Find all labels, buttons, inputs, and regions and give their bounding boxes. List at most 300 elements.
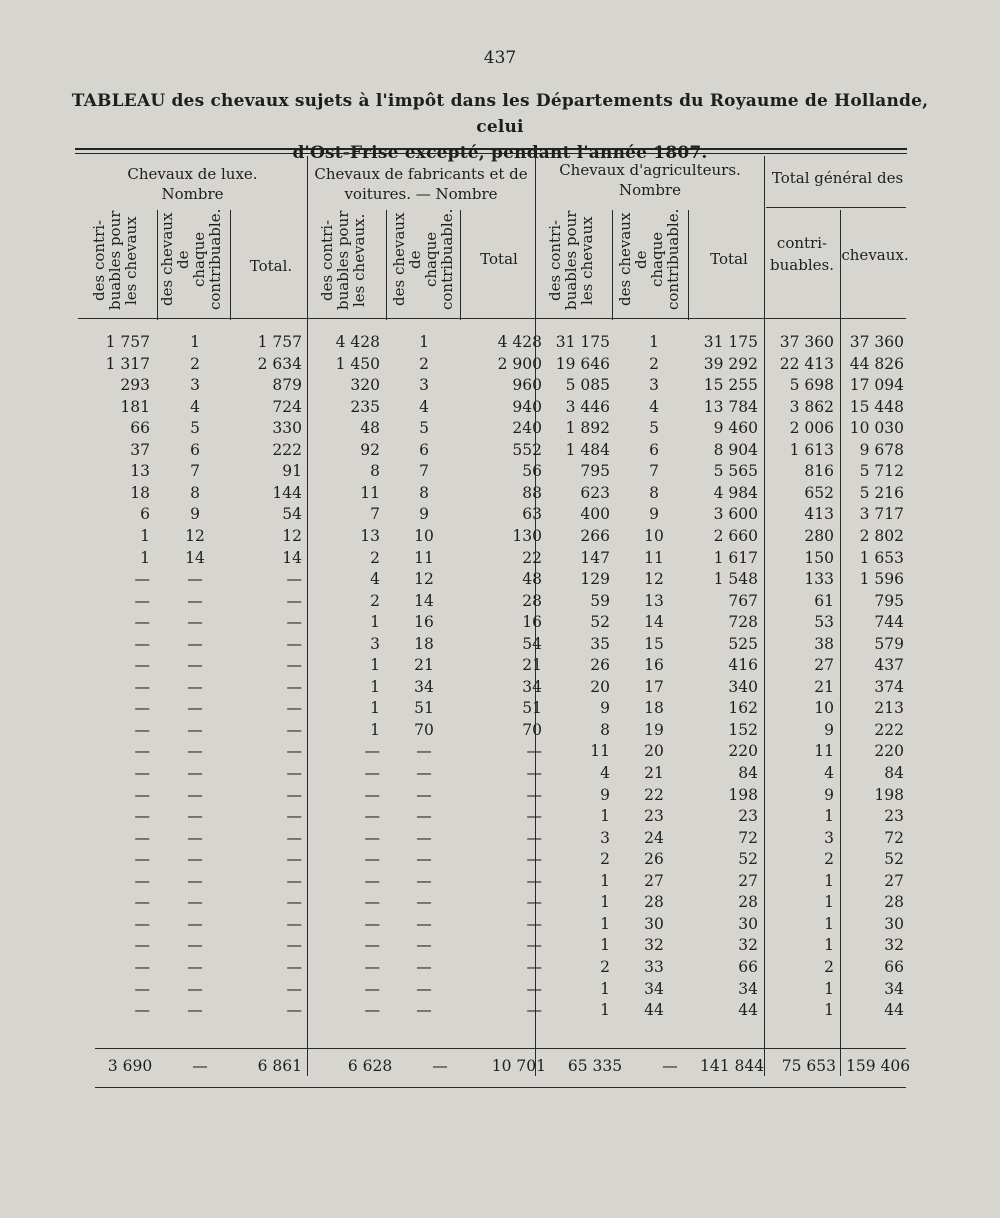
cell-agri-total: 220 xyxy=(728,742,758,761)
cell-total-contribuables: 1 xyxy=(824,936,834,955)
cell-fab-contribuables: — xyxy=(364,742,380,761)
total-fab-chevaux-chaque: — xyxy=(432,1057,448,1075)
cell-fab-contribuables: 235 xyxy=(350,397,380,416)
cell-total-contribuables: 21 xyxy=(814,677,834,696)
cell-total-contribuables: 652 xyxy=(804,483,834,502)
cell-fab-chevaux-chaque: — xyxy=(416,785,432,804)
cell-agri-contribuables: 26 xyxy=(590,656,610,675)
cell-total-contribuables: 37 360 xyxy=(779,333,834,351)
cell-agri-total: 416 xyxy=(728,656,758,675)
cell-agri-total: 152 xyxy=(728,720,758,739)
subheader-luxe-total: Total. xyxy=(249,257,293,275)
cell-fab-chevaux-chaque: 18 xyxy=(414,634,434,653)
cell-luxe-chevaux-chaque: — xyxy=(187,914,203,933)
cell-agri-total: 27 xyxy=(738,871,758,890)
cell-agri-chevaux-chaque: 34 xyxy=(644,979,664,998)
cell-agri-contribuables: 623 xyxy=(580,483,610,502)
cell-luxe-total: — xyxy=(286,699,302,718)
cell-luxe-total: — xyxy=(286,936,302,955)
cell-fab-chevaux-chaque: — xyxy=(416,871,432,890)
cell-luxe-total: 54 xyxy=(282,505,302,524)
cell-total-contribuables: 38 xyxy=(814,634,834,653)
cell-agri-chevaux-chaque: 30 xyxy=(644,914,664,933)
total-fab-total: 10 701 xyxy=(491,1057,546,1075)
cell-fab-contribuables: — xyxy=(364,785,380,804)
total-luxe-contribuables: 3 690 xyxy=(107,1057,153,1075)
cell-total-contribuables: 61 xyxy=(814,591,834,610)
cell-luxe-contribuables: — xyxy=(134,893,150,912)
cell-fab-chevaux-chaque: — xyxy=(416,893,432,912)
cell-agri-chevaux-chaque: 33 xyxy=(644,957,664,976)
cell-fab-contribuables: 4 xyxy=(370,570,380,589)
cell-luxe-total: — xyxy=(286,828,302,847)
cell-fab-chevaux-chaque: — xyxy=(416,936,432,955)
cell-luxe-contribuables: — xyxy=(134,979,150,998)
cell-agri-total: 5 565 xyxy=(713,462,758,481)
cell-agri-contribuables: 795 xyxy=(580,462,610,481)
cell-luxe-chevaux-chaque: — xyxy=(187,871,203,890)
cell-total-contribuables: 1 xyxy=(824,979,834,998)
cell-fab-total: 70 xyxy=(522,720,542,739)
cell-fab-chevaux-chaque: 12 xyxy=(414,570,434,589)
cell-luxe-contribuables: — xyxy=(134,871,150,890)
cell-fab-total: 28 xyxy=(522,591,542,610)
cell-agri-total: 72 xyxy=(738,828,758,847)
cell-agri-contribuables: 129 xyxy=(580,570,610,589)
cell-fab-chevaux-chaque: 11 xyxy=(414,548,434,567)
cell-luxe-contribuables: — xyxy=(134,764,150,782)
cell-luxe-contribuables: 1 xyxy=(140,526,150,545)
cell-fab-total: — xyxy=(526,850,542,869)
cell-luxe-chevaux-chaque: 1 xyxy=(190,333,200,351)
cell-total-contribuables: 10 xyxy=(814,699,834,718)
cell-agri-total: 34 xyxy=(738,979,758,998)
cell-luxe-contribuables: — xyxy=(134,742,150,761)
cell-agri-chevaux-chaque: 24 xyxy=(644,828,664,847)
cell-luxe-contribuables: — xyxy=(134,570,150,589)
cell-fab-chevaux-chaque: — xyxy=(416,957,432,976)
cell-total-chevaux: 32 xyxy=(884,936,904,955)
group-header-fabricants: Chevaux de fabricants et de voitures. — Nombre xyxy=(314,165,528,203)
cell-fab-total: 51 xyxy=(522,699,542,718)
cell-luxe-chevaux-chaque: — xyxy=(187,764,203,782)
cell-fab-contribuables: 1 450 xyxy=(335,354,380,373)
cell-luxe-total: — xyxy=(286,871,302,890)
cell-fab-total: 21 xyxy=(522,656,542,675)
cell-luxe-total: 144 xyxy=(272,483,302,502)
cell-luxe-total: — xyxy=(286,957,302,976)
cell-fab-chevaux-chaque: 51 xyxy=(414,699,434,718)
cell-luxe-chevaux-chaque: 9 xyxy=(190,505,200,524)
cell-fab-total: 56 xyxy=(522,462,542,481)
cell-fab-total: — xyxy=(526,893,542,912)
cell-fab-contribuables: — xyxy=(364,764,380,782)
divider-h5 xyxy=(612,210,613,320)
cell-luxe-contribuables: — xyxy=(134,914,150,933)
cell-total-contribuables: 4 xyxy=(824,764,834,782)
cell-luxe-total: — xyxy=(286,785,302,804)
cell-total-chevaux: 2 802 xyxy=(859,526,904,545)
cell-fab-chevaux-chaque: 1 xyxy=(419,333,429,351)
cell-luxe-total: — xyxy=(286,979,302,998)
cell-luxe-chevaux-chaque: 3 xyxy=(190,376,200,395)
cell-fab-total: — xyxy=(526,914,542,933)
cell-total-contribuables: 816 xyxy=(804,462,834,481)
cell-luxe-chevaux-chaque: — xyxy=(187,570,203,589)
cell-total-chevaux: 437 xyxy=(874,656,904,675)
cell-luxe-contribuables: 1 317 xyxy=(105,354,150,373)
cell-agri-total: 31 175 xyxy=(703,333,758,351)
cell-luxe-chevaux-chaque: 5 xyxy=(190,419,200,438)
group-header-total: Total général des xyxy=(771,169,904,187)
cell-luxe-total: — xyxy=(286,850,302,869)
cell-luxe-contribuables: — xyxy=(134,828,150,847)
cell-agri-total: 767 xyxy=(728,591,758,610)
totals-top-rule xyxy=(95,1048,906,1049)
cell-agri-chevaux-chaque: 10 xyxy=(644,526,664,545)
cell-total-chevaux: 222 xyxy=(874,720,904,739)
cell-agri-total: 52 xyxy=(738,850,758,869)
cell-luxe-contribuables: — xyxy=(134,656,150,675)
top-rule xyxy=(75,148,907,150)
cell-luxe-chevaux-chaque: — xyxy=(187,634,203,653)
cell-total-contribuables: 5 698 xyxy=(789,376,834,395)
cell-agri-contribuables: 147 xyxy=(580,548,610,567)
cell-fab-chevaux-chaque: 16 xyxy=(414,613,434,632)
cell-total-chevaux: 66 xyxy=(884,957,904,976)
totals-bottom-rule xyxy=(95,1087,906,1088)
cell-total-chevaux: 795 xyxy=(874,591,904,610)
cell-luxe-total: — xyxy=(286,893,302,912)
cell-fab-contribuables: — xyxy=(364,828,380,847)
cell-total-contribuables: 1 613 xyxy=(789,440,834,459)
cell-total-chevaux: 15 448 xyxy=(849,397,904,416)
cell-luxe-contribuables: 293 xyxy=(120,376,150,395)
cell-agri-chevaux-chaque: 1 xyxy=(649,333,659,351)
cell-luxe-chevaux-chaque: — xyxy=(187,785,203,804)
cell-agri-chevaux-chaque: 8 xyxy=(649,483,659,502)
cell-agri-chevaux-chaque: 13 xyxy=(644,591,664,610)
cell-total-contribuables: 133 xyxy=(804,570,834,589)
cell-agri-chevaux-chaque: 21 xyxy=(644,764,664,782)
cell-agri-contribuables: 5 085 xyxy=(565,376,610,395)
cell-total-contribuables: 2 006 xyxy=(789,419,834,438)
cell-agri-contribuables: 59 xyxy=(590,591,610,610)
cell-agri-total: 1 617 xyxy=(713,548,758,567)
cell-luxe-chevaux-chaque: — xyxy=(187,656,203,675)
cell-luxe-total: — xyxy=(286,570,302,589)
cell-fab-total: — xyxy=(526,1001,542,1020)
cell-agri-total: 15 255 xyxy=(703,376,758,395)
cell-fab-total: — xyxy=(526,785,542,804)
cell-fab-contribuables: 92 xyxy=(360,440,380,459)
cell-total-chevaux: 5 216 xyxy=(859,483,904,502)
cell-agri-contribuables: 1 xyxy=(600,914,610,933)
cell-agri-contribuables: 266 xyxy=(580,526,610,545)
cell-agri-contribuables: 20 xyxy=(590,677,610,696)
cell-agri-total: 32 xyxy=(738,936,758,955)
cell-fab-total: — xyxy=(526,828,542,847)
cell-total-contribuables: 3 862 xyxy=(789,397,834,416)
cell-agri-chevaux-chaque: 3 xyxy=(649,376,659,395)
cell-agri-chevaux-chaque: 15 xyxy=(644,634,664,653)
title-line-2: d'Ost-Frise excepté, pendant l'année 1807. xyxy=(292,143,708,163)
cell-agri-contribuables: 8 xyxy=(600,720,610,739)
subheader-fab-chevaux-chaque: des chevaux de chaque contribuable. xyxy=(390,208,456,310)
cell-fab-contribuables: 7 xyxy=(370,505,380,524)
cell-luxe-chevaux-chaque: — xyxy=(187,1001,203,1020)
cell-total-chevaux: 17 094 xyxy=(849,376,904,395)
cell-fab-chevaux-chaque: 34 xyxy=(414,677,434,696)
cell-fab-chevaux-chaque: 21 xyxy=(414,656,434,675)
cell-fab-contribuables: 1 xyxy=(370,677,380,696)
cell-luxe-chevaux-chaque: — xyxy=(187,850,203,869)
divider-h2 xyxy=(230,210,231,320)
cell-luxe-total: — xyxy=(286,807,302,826)
cell-agri-chevaux-chaque: 6 xyxy=(649,440,659,459)
cell-total-chevaux: 198 xyxy=(874,785,904,804)
cell-fab-contribuables: — xyxy=(364,893,380,912)
cell-fab-total: 88 xyxy=(522,483,542,502)
cell-total-chevaux: 44 826 xyxy=(849,354,904,373)
divider-h6 xyxy=(688,210,689,320)
cell-total-chevaux: 1 596 xyxy=(859,570,904,589)
cell-fab-contribuables: 1 xyxy=(370,656,380,675)
cell-agri-chevaux-chaque: 20 xyxy=(644,742,664,761)
cell-luxe-chevaux-chaque: — xyxy=(187,591,203,610)
cell-total-contribuables: 1 xyxy=(824,807,834,826)
cell-agri-total: 39 292 xyxy=(703,354,758,373)
cell-luxe-contribuables: — xyxy=(134,785,150,804)
cell-fab-total: 16 xyxy=(522,613,542,632)
cell-luxe-contribuables: — xyxy=(134,957,150,976)
cell-luxe-chevaux-chaque: — xyxy=(187,720,203,739)
cell-fab-contribuables: 1 xyxy=(370,613,380,632)
cell-luxe-contribuables: 18 xyxy=(130,483,150,502)
cell-luxe-contribuables: — xyxy=(134,677,150,696)
cell-luxe-total: — xyxy=(286,656,302,675)
cell-luxe-total: 724 xyxy=(272,397,302,416)
cell-luxe-contribuables: 1 xyxy=(140,548,150,567)
cell-luxe-contribuables: — xyxy=(134,807,150,826)
total-agri-total: 141 844 xyxy=(700,1057,765,1075)
cell-luxe-contribuables: — xyxy=(134,1001,150,1020)
cell-agri-total: 13 784 xyxy=(703,397,758,416)
cell-fab-chevaux-chaque: 5 xyxy=(419,419,429,438)
cell-luxe-total: 91 xyxy=(282,462,302,481)
cell-luxe-total: — xyxy=(286,764,302,782)
cell-agri-total: 728 xyxy=(728,613,758,632)
cell-agri-chevaux-chaque: 19 xyxy=(644,720,664,739)
cell-fab-contribuables: 2 xyxy=(370,548,380,567)
cell-agri-contribuables: 1 xyxy=(600,936,610,955)
cell-agri-total: 4 984 xyxy=(713,483,758,502)
cell-agri-chevaux-chaque: 12 xyxy=(644,570,664,589)
cell-fab-chevaux-chaque: — xyxy=(416,764,432,782)
cell-agri-chevaux-chaque: 5 xyxy=(649,419,659,438)
cell-agri-total: 162 xyxy=(728,699,758,718)
cell-agri-contribuables: 2 xyxy=(600,957,610,976)
cell-fab-chevaux-chaque: 3 xyxy=(419,376,429,395)
cell-luxe-total: 2 634 xyxy=(257,354,302,373)
cell-luxe-contribuables: — xyxy=(134,613,150,632)
cell-fab-chevaux-chaque: — xyxy=(416,828,432,847)
cell-fab-chevaux-chaque: — xyxy=(416,1001,432,1020)
cell-fab-chevaux-chaque: — xyxy=(416,979,432,998)
cell-total-chevaux: 30 xyxy=(884,914,904,933)
cell-luxe-contribuables: — xyxy=(134,720,150,739)
total-total-contribuables: 75 653 xyxy=(781,1057,836,1075)
cell-luxe-total: — xyxy=(286,677,302,696)
cell-agri-contribuables: 1 xyxy=(600,979,610,998)
cell-fab-chevaux-chaque: 8 xyxy=(419,483,429,502)
cell-fab-chevaux-chaque: 6 xyxy=(419,440,429,459)
cell-total-chevaux: 23 xyxy=(884,807,904,826)
cell-luxe-chevaux-chaque: — xyxy=(187,807,203,826)
cell-agri-total: 1 548 xyxy=(713,570,758,589)
subheader-agri-chevaux-chaque: des chevaux de chaque contribuable. xyxy=(616,208,682,310)
total-fab-contribuables: 6 628 xyxy=(347,1057,393,1075)
subheader-luxe-chevaux-chaque: des chevaux de chaque contribuable. xyxy=(158,208,224,310)
cell-total-chevaux: 37 360 xyxy=(849,333,904,351)
cell-total-chevaux: 213 xyxy=(874,699,904,718)
cell-agri-total: 2 660 xyxy=(713,526,758,545)
cell-fab-contribuables: 2 xyxy=(370,591,380,610)
cell-agri-chevaux-chaque: 18 xyxy=(644,699,664,718)
cell-total-chevaux: 3 717 xyxy=(859,505,904,524)
cell-agri-contribuables: 1 xyxy=(600,871,610,890)
title-line-1: TABLEAU des chevaux sujets à l'impôt dans les Départements du Royaume de Hollande, celui xyxy=(71,91,929,137)
cell-luxe-chevaux-chaque: — xyxy=(187,979,203,998)
cell-agri-chevaux-chaque: 22 xyxy=(644,785,664,804)
cell-luxe-total: — xyxy=(286,591,302,610)
cell-luxe-contribuables: 66 xyxy=(130,419,150,438)
cell-agri-chevaux-chaque: 26 xyxy=(644,850,664,869)
cell-luxe-chevaux-chaque: 12 xyxy=(185,526,205,545)
cell-fab-total: — xyxy=(526,807,542,826)
cell-fab-chevaux-chaque: — xyxy=(416,850,432,869)
cell-agri-contribuables: 1 892 xyxy=(565,419,610,438)
cell-luxe-total: 879 xyxy=(272,376,302,395)
cell-fab-total: 940 xyxy=(512,397,542,416)
cell-agri-chevaux-chaque: 27 xyxy=(644,871,664,890)
total-total-chevaux: 159 406 xyxy=(846,1057,911,1075)
cell-luxe-total: — xyxy=(286,742,302,761)
cell-total-contribuables: 2 xyxy=(824,957,834,976)
cell-agri-contribuables: 4 xyxy=(600,764,610,782)
cell-total-chevaux: 579 xyxy=(874,634,904,653)
cell-fab-chevaux-chaque: 14 xyxy=(414,591,434,610)
cell-fab-total: 130 xyxy=(512,526,542,545)
cell-agri-total: 23 xyxy=(738,807,758,826)
cell-fab-chevaux-chaque: — xyxy=(416,807,432,826)
total-luxe-chevaux-chaque: — xyxy=(192,1057,208,1075)
subheader-agri-total: Total xyxy=(710,250,748,268)
divider-h3 xyxy=(386,210,387,320)
cell-agri-total: 8 904 xyxy=(713,440,758,459)
cell-luxe-chevaux-chaque: 4 xyxy=(190,397,200,416)
cell-agri-contribuables: 11 xyxy=(590,742,610,761)
cell-agri-total: 525 xyxy=(728,634,758,653)
cell-luxe-chevaux-chaque: 6 xyxy=(190,440,200,459)
cell-fab-chevaux-chaque: — xyxy=(416,914,432,933)
cell-fab-chevaux-chaque: — xyxy=(416,742,432,761)
subheader-agri-contribuables: des contri- buables pour les chevaux xyxy=(546,210,596,310)
header-bottom-rule xyxy=(78,318,906,319)
cell-fab-total: — xyxy=(526,979,542,998)
cell-luxe-chevaux-chaque: — xyxy=(187,613,203,632)
cell-agri-contribuables: 3 xyxy=(600,828,610,847)
cell-agri-contribuables: 19 646 xyxy=(555,354,610,373)
header-rule-total xyxy=(766,207,906,208)
cell-luxe-contribuables: — xyxy=(134,936,150,955)
table-title xyxy=(60,88,940,166)
cell-agri-chevaux-chaque: 17 xyxy=(644,677,664,696)
cell-luxe-contribuables: 13 xyxy=(130,462,150,481)
cell-luxe-contribuables: 181 xyxy=(120,397,150,416)
cell-total-contribuables: 1 xyxy=(824,914,834,933)
cell-luxe-total: 330 xyxy=(272,419,302,438)
cell-total-contribuables: 413 xyxy=(804,505,834,524)
cell-fab-contribuables: 1 xyxy=(370,699,380,718)
cell-fab-chevaux-chaque: 70 xyxy=(414,720,434,739)
cell-luxe-contribuables: 6 xyxy=(140,505,150,524)
cell-fab-contribuables: — xyxy=(364,807,380,826)
cell-agri-chevaux-chaque: 28 xyxy=(644,893,664,912)
subheader-fab-contribuables: des contri- buables pour les chevaux. xyxy=(318,210,368,310)
cell-total-contribuables: 1 xyxy=(824,893,834,912)
cell-luxe-total: — xyxy=(286,1001,302,1020)
top-rule-thin xyxy=(75,153,907,154)
cell-total-chevaux: 10 030 xyxy=(849,419,904,438)
cell-fab-chevaux-chaque: 10 xyxy=(414,526,434,545)
cell-fab-chevaux-chaque: 2 xyxy=(419,354,429,373)
cell-fab-chevaux-chaque: 7 xyxy=(419,462,429,481)
cell-fab-contribuables: 1 xyxy=(370,720,380,739)
cell-luxe-contribuables: — xyxy=(134,591,150,610)
cell-agri-chevaux-chaque: 11 xyxy=(644,548,664,567)
cell-total-chevaux: 744 xyxy=(874,613,904,632)
cell-fab-contribuables: — xyxy=(364,1001,380,1020)
cell-luxe-chevaux-chaque: 2 xyxy=(190,354,200,373)
cell-agri-total: 3 600 xyxy=(713,505,758,524)
cell-total-contribuables: 11 xyxy=(814,742,834,761)
cell-total-contribuables: 1 xyxy=(824,1001,834,1020)
cell-agri-chevaux-chaque: 32 xyxy=(644,936,664,955)
cell-total-chevaux: 28 xyxy=(884,893,904,912)
cell-luxe-contribuables: — xyxy=(134,634,150,653)
cell-fab-contribuables: — xyxy=(364,871,380,890)
total-agri-chevaux-chaque: — xyxy=(662,1057,678,1075)
cell-agri-total: 198 xyxy=(728,785,758,804)
total-luxe-total: 6 861 xyxy=(257,1057,302,1075)
cell-total-contribuables: 22 413 xyxy=(779,354,834,373)
cell-luxe-chevaux-chaque: 8 xyxy=(190,483,200,502)
cell-fab-total: — xyxy=(526,936,542,955)
subheader-fab-total: Total xyxy=(480,250,518,268)
cell-fab-total: — xyxy=(526,871,542,890)
divider-total-inner xyxy=(840,210,841,1076)
cell-agri-contribuables: 3 446 xyxy=(565,397,610,416)
cell-total-contribuables: 9 xyxy=(824,720,834,739)
cell-total-chevaux: 5 712 xyxy=(859,462,904,481)
cell-fab-total: 54 xyxy=(522,634,542,653)
cell-luxe-chevaux-chaque: — xyxy=(187,699,203,718)
cell-fab-contribuables: 4 428 xyxy=(335,333,380,351)
subheader-luxe-contribuables: des contri- buables pour les chevaux xyxy=(90,210,140,310)
cell-total-contribuables: 27 xyxy=(814,656,834,675)
cell-agri-chevaux-chaque: 44 xyxy=(644,1001,664,1020)
